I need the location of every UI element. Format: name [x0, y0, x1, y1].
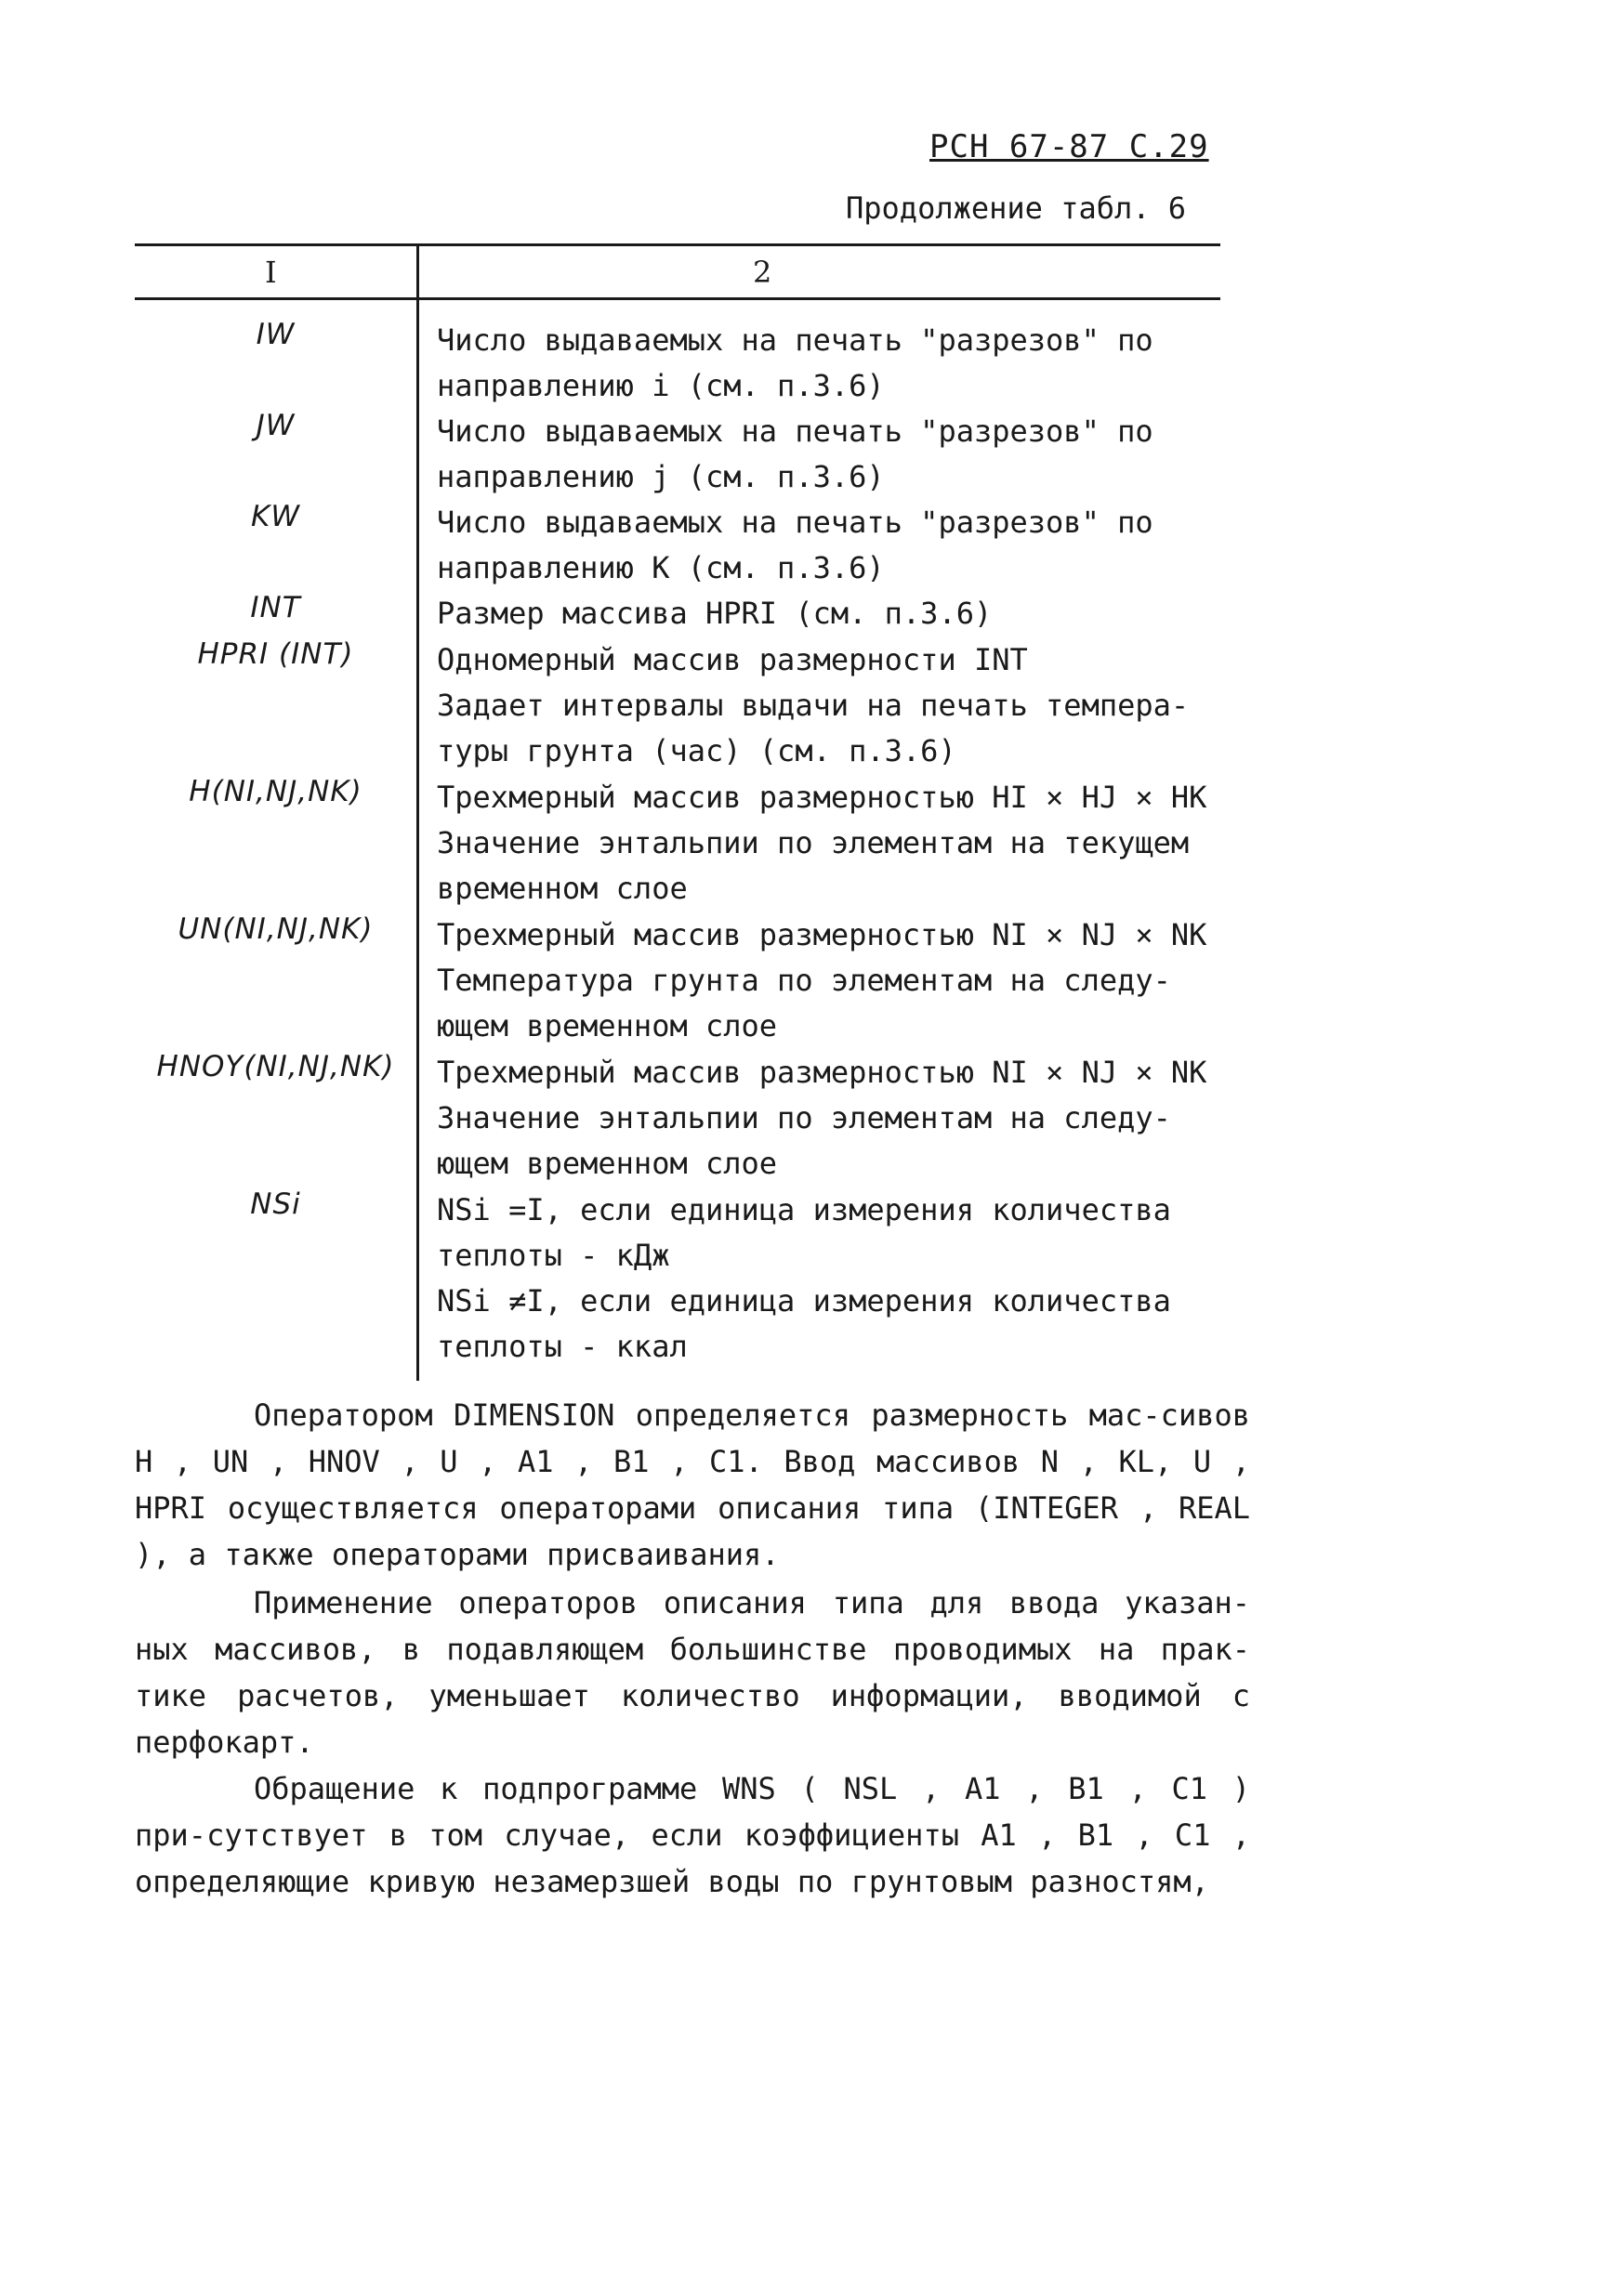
- body-paragraph: [135, 1765, 1250, 1905]
- param-name: INT: [250, 591, 301, 624]
- paragraph-text: Обращение к подпрограмме WNS ( NSL , A1 , B1 , C1 ) при-сутствует в том случае, если коэффициенты A1 , B1 , C1 , определяющие кривую незамерзшей воды по грунтовым разностям,: [135, 1771, 1250, 1899]
- param-name: H(NI,NJ,NK): [189, 775, 362, 808]
- param-description: NSi =I, если единица измерения количества теплоты - кДж NSi ≠I, если единица измерения количества теплоты - ккал: [437, 1192, 1171, 1364]
- param-name: NSi: [250, 1187, 301, 1221]
- param-description: Трехмерный массив размерностью NI × NJ × NK Значение энтальпии по элементам на следу- ющем временном слое: [437, 1055, 1207, 1181]
- column-header-2: 2: [753, 255, 772, 290]
- param-name: JW: [256, 409, 296, 442]
- param-description: Трехмерный массив размерностью NI × NJ × NK Температура грунта по элементам на следу- ющем временном слое: [437, 917, 1207, 1043]
- param-description: Одномерный массив размерности INT Задает интервалы выдачи на печать темпера- туры грунта (час) (см. п.3.6): [437, 642, 1190, 768]
- param-name: IW: [256, 318, 296, 351]
- param-name: UN(NI,NJ,NK): [178, 912, 374, 946]
- table-header-rule: [135, 297, 1220, 300]
- param-description: Размер массива HPRI (см. п.3.6): [437, 596, 993, 631]
- param-description: Число выдаваемых на печать "разрезов" по направлению К (см. п.3.6): [437, 505, 1153, 585]
- param-description: Число выдаваемых на печать "разрезов" по направлению j (см. п.3.6): [437, 413, 1153, 494]
- table-column-divider: [416, 243, 419, 1381]
- body-paragraph: [135, 1392, 1250, 1578]
- body-paragraph: [135, 1580, 1250, 1765]
- paragraph-text: Применение операторов описания типа для ввода указан-ных массивов, в подавляющем большинстве проводимых на прак-тике расчетов, уменьшает количество информации, вводимой с перфокарт.: [135, 1585, 1250, 1760]
- column-header-1: I: [265, 255, 277, 290]
- paragraph-text: Оператором DIMENSION определяется размерность мас-сивов H , UN , HNOV , U , A1 , B1 , C1. Ввод массивов N , KL, U , HPRI осуществляется операторами описания типа (INTEGER , REAL ), а также операторами присваивания.: [135, 1397, 1250, 1572]
- param-name: KW: [251, 500, 300, 533]
- table-top-rule: [135, 243, 1220, 246]
- param-description: Трехмерный массив размерностью HI × HJ × HK Значение энтальпии по элементам на текущем временном слое: [437, 780, 1207, 906]
- param-name: HPRI (INT): [197, 637, 354, 671]
- table-continuation-caption: Продолжение табл. 6: [846, 190, 1187, 226]
- param-description: Число выдаваемых на печать "разрезов" по направлению i (см. п.3.6): [437, 322, 1153, 403]
- param-name: HNOY(NI,NJ,NK): [156, 1050, 395, 1083]
- document-code: РСН 67-87 С.29: [929, 128, 1209, 165]
